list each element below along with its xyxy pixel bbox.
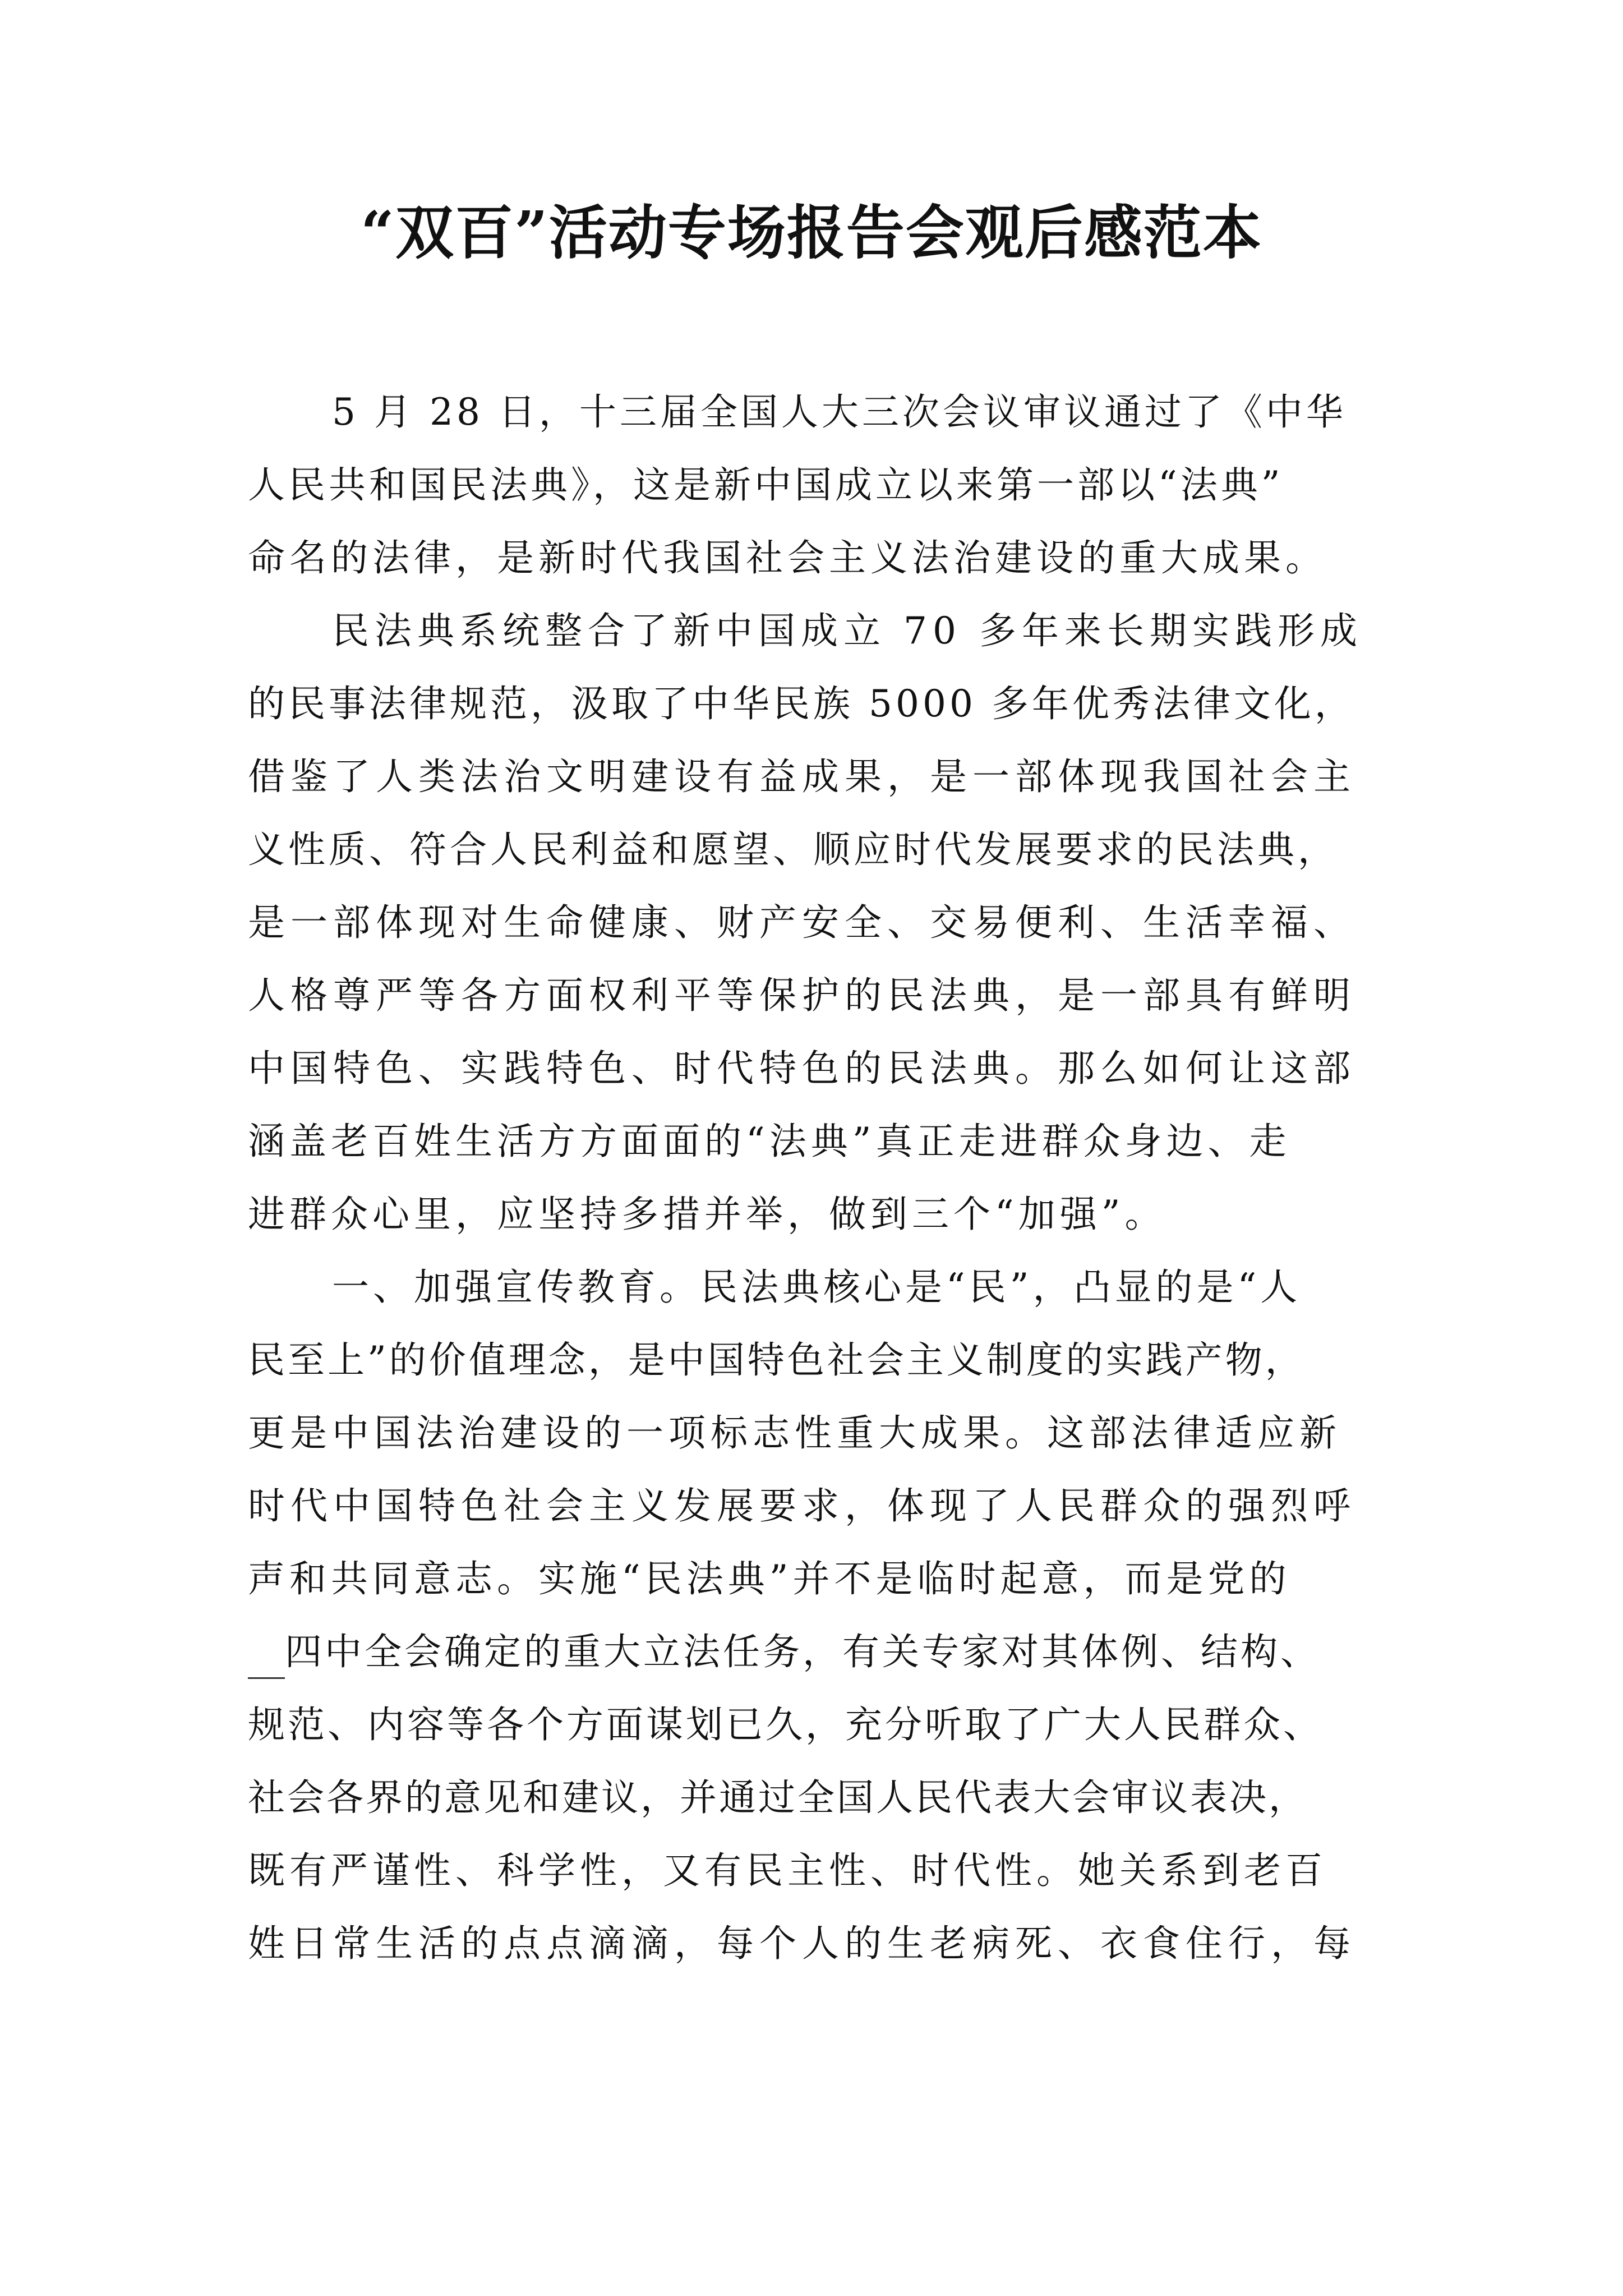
paragraph-3-line-3: 更是中国法治建设的一项标志性重大成果。这部法律适应新	[248, 1411, 1341, 1455]
paragraph-2-line-4: 义性质、符合人民利益和愿望、顺应时代发展要求的民法典，	[248, 828, 1338, 871]
paragraph-2-line-9: 进群众心里，应坚持多措并举，做到三个“加强”。	[248, 1193, 1166, 1236]
paragraph-2-line-2: 的民事法律规范，汲取了中华民族 5000 多年优秀法律文化，	[248, 682, 1355, 725]
paragraph-1-line-3: 命名的法律，是新时代我国社会主义法治建设的重大成果。	[248, 536, 1327, 579]
paragraph-2-line-8: 涵盖老百姓生活方方面面的“法典”真正走进群众身边、走	[248, 1120, 1291, 1163]
paragraph-2-line-5: 是一部体现对生命健康、财产安全、交易便利、生活幸福、	[248, 901, 1356, 944]
paragraph-3-line-9: 既有严谨性、科学性，又有民主性、时代性。她关系到老百	[248, 1849, 1327, 1892]
paragraph-3-line-4: 时代中国特色社会主义发展要求，体现了人民群众的强烈呼	[248, 1484, 1356, 1527]
paragraph-2-line-3: 借鉴了人类法治文明建设有益成果，是一部体现我国社会主	[248, 755, 1356, 798]
paragraph-2-line-1: 民法典系统整合了新中国成立 70 多年来长期实践形成	[332, 609, 1363, 652]
paragraph-3-line-6	[248, 1621, 1320, 1683]
blank-underline	[248, 1621, 285, 1679]
paragraph-2-line-7: 中国特色、实践特色、时代特色的民法典。那么如何让这部	[248, 1047, 1356, 1090]
paragraph-1-line-2: 人民共和国民法典》，这是新中国成立以来第一部以“法典”	[248, 463, 1284, 507]
paragraph-3-line-7: 规范、内容等各个方面谋划已久，充分听取了广大人民群众、	[248, 1703, 1323, 1746]
paragraph-3-line-5: 声和共同意志。实施“民法典”并不是临时起意，而是党的	[248, 1557, 1291, 1600]
document-title: “双百”活动专场报告会观后感范本	[361, 198, 1262, 267]
paragraph-3-line-2: 民至上”的价值理念，是中国特色社会主义制度的实践产物，	[248, 1338, 1305, 1382]
paragraph-2-line-6: 人格尊严等各方面权利平等保护的民法典，是一部具有鲜明	[248, 974, 1356, 1017]
paragraph-3-line-1: 一、加强宣传教育。民法典核心是“民”，凸显的是“人	[332, 1266, 1302, 1309]
paragraph-3-line-6-text: 四中全会确定的重大立法任务，有关专家对其体例、结构、	[285, 1630, 1320, 1673]
paragraph-3-line-10: 姓日常生活的点点滴滴，每个人的生老病死、衣食住行，每	[248, 1922, 1356, 1965]
paragraph-1-line-1: 5 月 28 日，十三届全国人大三次会议审议通过了《中华	[332, 390, 1347, 434]
paragraph-3-line-8: 社会各界的意见和建议，并通过全国人民代表大会审议表决，	[248, 1776, 1308, 1819]
